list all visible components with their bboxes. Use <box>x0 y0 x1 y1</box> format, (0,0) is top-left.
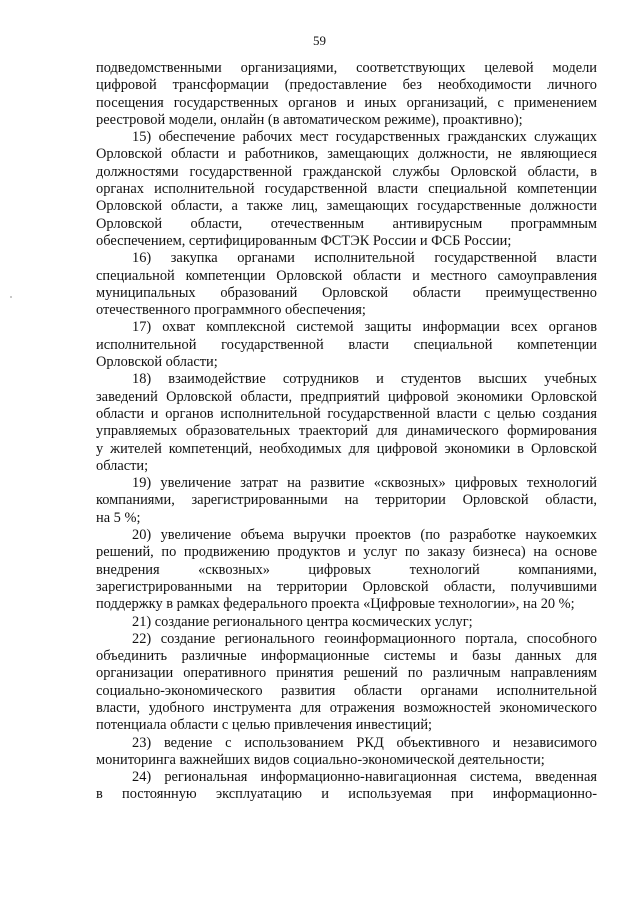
text-line: управляемых образовательных траекторий для динамического формирования <box>96 423 597 440</box>
text-line: внедрения «сквозных» цифровых технологий компаниями, <box>96 561 597 578</box>
list-item-15-line: 15) обеспечение рабочих мест государственных гражданских служащих <box>132 129 597 146</box>
text-line: заведений Орловской области, предприятий цифровой экономики Орловской <box>96 388 597 405</box>
text-line: поддержку в рамках федерального проекта «Цифровые технологии», на 20 %; <box>96 596 575 613</box>
text-line: решений, по продвижению продуктов и услуг по заказу бизнеса) на основе <box>96 544 597 561</box>
text-line: потенциала области с целью привлечения инвестиций; <box>96 717 433 734</box>
text-line: Орловской области, а также лиц, замещающих государственные должности <box>96 198 597 215</box>
text-line: власти, удобного инструмента для отражения возможностей экономического <box>96 699 597 716</box>
text-line: муниципальных образований Орловской области преимущественно <box>96 284 597 301</box>
document-body <box>96 60 597 804</box>
list-item-23-line: 23) ведение с использованием РКД объективного и независимого <box>132 734 597 751</box>
list-item-18-line: 18) взаимодействие сотрудников и студентов высших учебных <box>132 371 597 388</box>
list-item-20-line: 20) увеличение объема выручки проектов (по разработке наукоемких <box>132 527 597 544</box>
text-line: специальной компетенции Орловской области и местного самоуправления <box>96 267 597 284</box>
list-item-24-line: 24) региональная информационно-навигационная система, введенная <box>132 769 597 786</box>
text-line: Орловской области; <box>96 354 218 371</box>
list-item-19-line: 19) увеличение затрат на развитие «сквозных» цифровых технологий <box>132 475 597 492</box>
scan-speck <box>10 296 12 298</box>
text-line: Орловской области и работников, замещающих должности, не являющиеся <box>96 146 597 163</box>
text-line: подведомственными организациями, соответствующих целевой модели <box>96 60 597 76</box>
text-line: отечественного программного обеспечения; <box>96 302 366 319</box>
text-line: объединить различные информационные системы и базы данных для <box>96 648 597 665</box>
text-line: в постоянную эксплуатацию и используемая при информационно- <box>96 786 597 803</box>
text-line: у жителей компетенций, необходимых для цифровой экономики в Орловской <box>96 440 597 457</box>
text-line: области и органов исполнительной государственной власти с целью создания <box>96 405 597 422</box>
text-line: социально-экономического развития области органами исполнительной <box>96 682 597 699</box>
text-line: Орловской области, отечественным антивирусным программным <box>96 215 597 232</box>
text-line: исполнительной государственной власти специальной компетенции <box>96 336 597 353</box>
text-line: реестровой модели, онлайн (в автоматическом режиме), проактивно); <box>96 111 523 128</box>
text-line: цифровой трансформации (предоставление без необходимости личного <box>96 77 597 94</box>
list-item-17-line: 17) охват комплексной системой защиты информации всех органов <box>132 319 597 336</box>
text-line: посещения государственных органов и иных организаций, с применением <box>96 94 597 111</box>
text-line: на 5 %; <box>96 509 141 526</box>
text-line: должностями государственной гражданской службы Орловской области, в <box>96 163 597 180</box>
text-line: зарегистрированными на территории Орловской области, получившими <box>96 578 597 595</box>
text-line: области; <box>96 457 149 474</box>
list-item-16-line: 16) закупка органами исполнительной государственной власти <box>132 250 597 267</box>
text-line: органах исполнительной государственной власти специальной компетенции <box>96 181 597 198</box>
list-item-21-line: 21) создание регионального центра космических услуг; <box>132 613 473 630</box>
text-line: компаниями, зарегистрированными на территории Орловской области, <box>96 492 597 509</box>
text-line: мониторинга важнейших видов социально-экономической деятельности; <box>96 751 545 768</box>
list-item-22-line: 22) создание регионального геоинформационного портала, способного <box>132 630 597 647</box>
page-number: 59 <box>313 33 326 48</box>
text-line: организации оперативного принятия решений по различным направлениям <box>96 665 597 682</box>
text-line: обеспечением, сертифицированным ФСТЭК России и ФСБ России; <box>96 232 512 249</box>
